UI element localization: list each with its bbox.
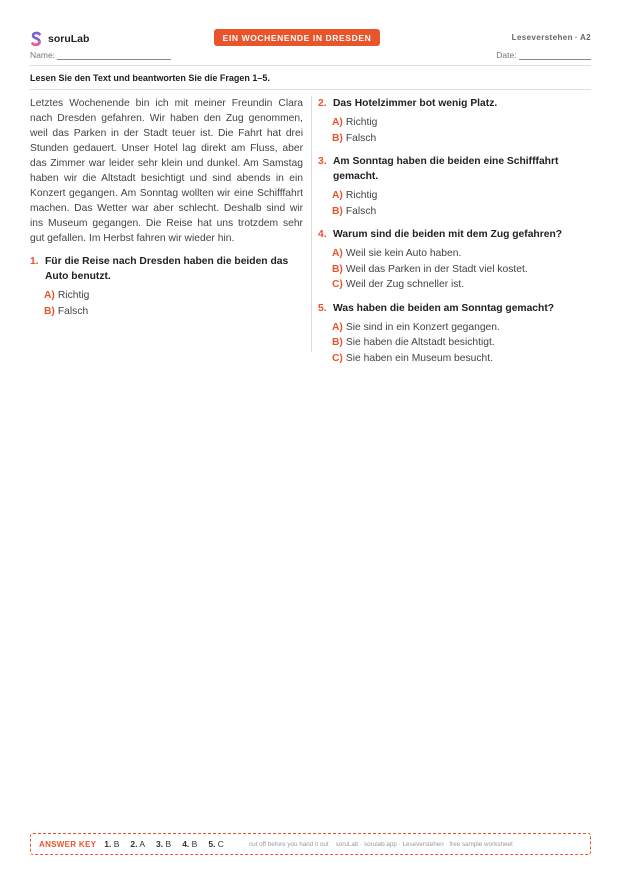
question-number: 2.: [318, 98, 327, 109]
instruction: Lesen Sie den Text und beantworten Sie die Fragen 1–5.: [30, 73, 270, 83]
option-letter: B): [332, 205, 343, 217]
question-text: Was haben die beiden am Sonntag gemacht?: [333, 302, 555, 314]
option-text: Falsch: [57, 305, 89, 317]
option-c[interactable]: [332, 277, 591, 293]
question-text: Am Sonntag haben die beiden eine Schifffahrt gemacht.: [333, 156, 559, 182]
worksheet-title: EIN WOCHENENDE IN DRESDEN: [214, 29, 380, 46]
brand: [30, 31, 89, 47]
column-divider: [311, 96, 312, 352]
option-letter: B): [332, 337, 343, 348]
option-letter: A): [332, 321, 343, 333]
question-3: [318, 154, 591, 219]
question-2: [318, 96, 591, 146]
question-number: 5.: [318, 302, 327, 314]
option-b[interactable]: [44, 304, 303, 320]
option-text: Falsch: [345, 132, 377, 144]
option-a[interactable]: [332, 188, 591, 204]
option-letter: A): [332, 117, 343, 128]
question-5: [318, 301, 591, 367]
footer-credit: soruLab · sorulab.app · Leseverstehen · free sample worksheet: [335, 840, 513, 848]
option-c[interactable]: [332, 351, 591, 367]
option-text: Weil sie kein Auto haben.: [345, 248, 462, 259]
question-text: Für die Reise nach Dresden haben die beiden das Auto benutzt.: [45, 256, 289, 282]
date-label: Date:: [496, 50, 517, 60]
answer-key-strip: [30, 833, 591, 855]
name-label: Name:: [30, 50, 56, 60]
option-letter: B): [332, 263, 343, 275]
answer-key-item: 2. A: [130, 839, 146, 849]
option-text: Sie sind in ein Konzert gegangen.: [345, 321, 500, 333]
meta-separator: ·: [574, 33, 578, 42]
option-letter: B): [332, 132, 343, 144]
date-field[interactable]: [496, 50, 591, 60]
answer-key-note: [249, 841, 520, 848]
question-text: Das Hotelzimmer bot wenig Platz.: [333, 98, 498, 109]
option-b[interactable]: [332, 204, 591, 220]
option-letter: A): [44, 290, 55, 301]
level-label: A2: [579, 33, 591, 42]
question-number: 4.: [318, 229, 327, 240]
option-a[interactable]: [44, 288, 303, 304]
header-divider: [30, 65, 591, 66]
option-text: Weil das Parken in der Stadt viel kostet.: [345, 263, 528, 275]
option-text: Weil der Zug schneller ist.: [345, 279, 465, 290]
answer-key-item: 1. B: [104, 839, 120, 849]
question-4: [318, 227, 591, 293]
option-b[interactable]: [332, 335, 591, 351]
date-line[interactable]: [519, 50, 591, 60]
option-letter: B): [44, 305, 55, 317]
reading-passage: Letztes Wochenende bin ich mit meiner Freundin Clara nach Dresden gefahren. Wir haben den Zug genommen, weil das Parken in der Stadt teuer ist. Die Fahrt hat drei Stunden gedauert. Unser Hotel lag direkt am Fluss, aber das Zimmer war leider sehr klein und dunkel. Am Samstag haben wir die Altstadt besichtigt und sind abends in ein Konzert gegangen. Am Sonntag wollten wir eine Schifffahrt machen. Das Wetter war aber schlecht. Deshalb sind wir ins Museum gegangen. Die Reise hat uns trotzdem sehr gut gefallen. Im Herbst fahren wir wieder hin.: [30, 98, 303, 244]
option-b[interactable]: [332, 262, 591, 278]
question-number: 3.: [318, 156, 327, 167]
cutoff-note: cut off before you hand it out: [248, 840, 329, 848]
option-text: Sie haben die Altstadt besichtigt.: [345, 337, 495, 348]
skill-level-label: [512, 33, 591, 42]
option-letter: A): [332, 190, 343, 201]
option-text: Falsch: [345, 205, 377, 217]
answer-key-item: 3. B: [156, 839, 172, 849]
answer-key-label: ANSWER KEY: [39, 839, 97, 849]
name-line[interactable]: [57, 50, 171, 60]
option-a[interactable]: [332, 115, 591, 131]
question-number: 1.: [30, 256, 39, 267]
answer-key-item: 5. C: [208, 839, 224, 849]
option-a[interactable]: [332, 246, 591, 262]
question-1: [30, 254, 303, 319]
brand-name: soruLab: [48, 33, 90, 45]
question-text: Warum sind die beiden mit dem Zug gefahren?: [333, 229, 563, 240]
skill-label: Leseverstehen: [511, 33, 573, 42]
name-field[interactable]: [30, 50, 171, 60]
option-text: Richtig: [57, 290, 90, 301]
option-text: Richtig: [345, 117, 378, 128]
option-a[interactable]: [332, 320, 591, 336]
option-text: Richtig: [345, 190, 378, 201]
option-text: Sie haben ein Museum besucht.: [345, 352, 493, 364]
option-letter: C): [332, 279, 343, 290]
answer-key-item: 4. B: [182, 839, 198, 849]
option-b[interactable]: [332, 131, 591, 147]
instruction-divider: [30, 89, 591, 90]
option-letter: C): [332, 352, 343, 364]
sorulab-logo-icon: [30, 31, 42, 47]
left-column: [30, 96, 303, 319]
option-letter: A): [332, 248, 343, 259]
worksheet-page: [30, 0, 591, 877]
right-column: [318, 96, 591, 366]
